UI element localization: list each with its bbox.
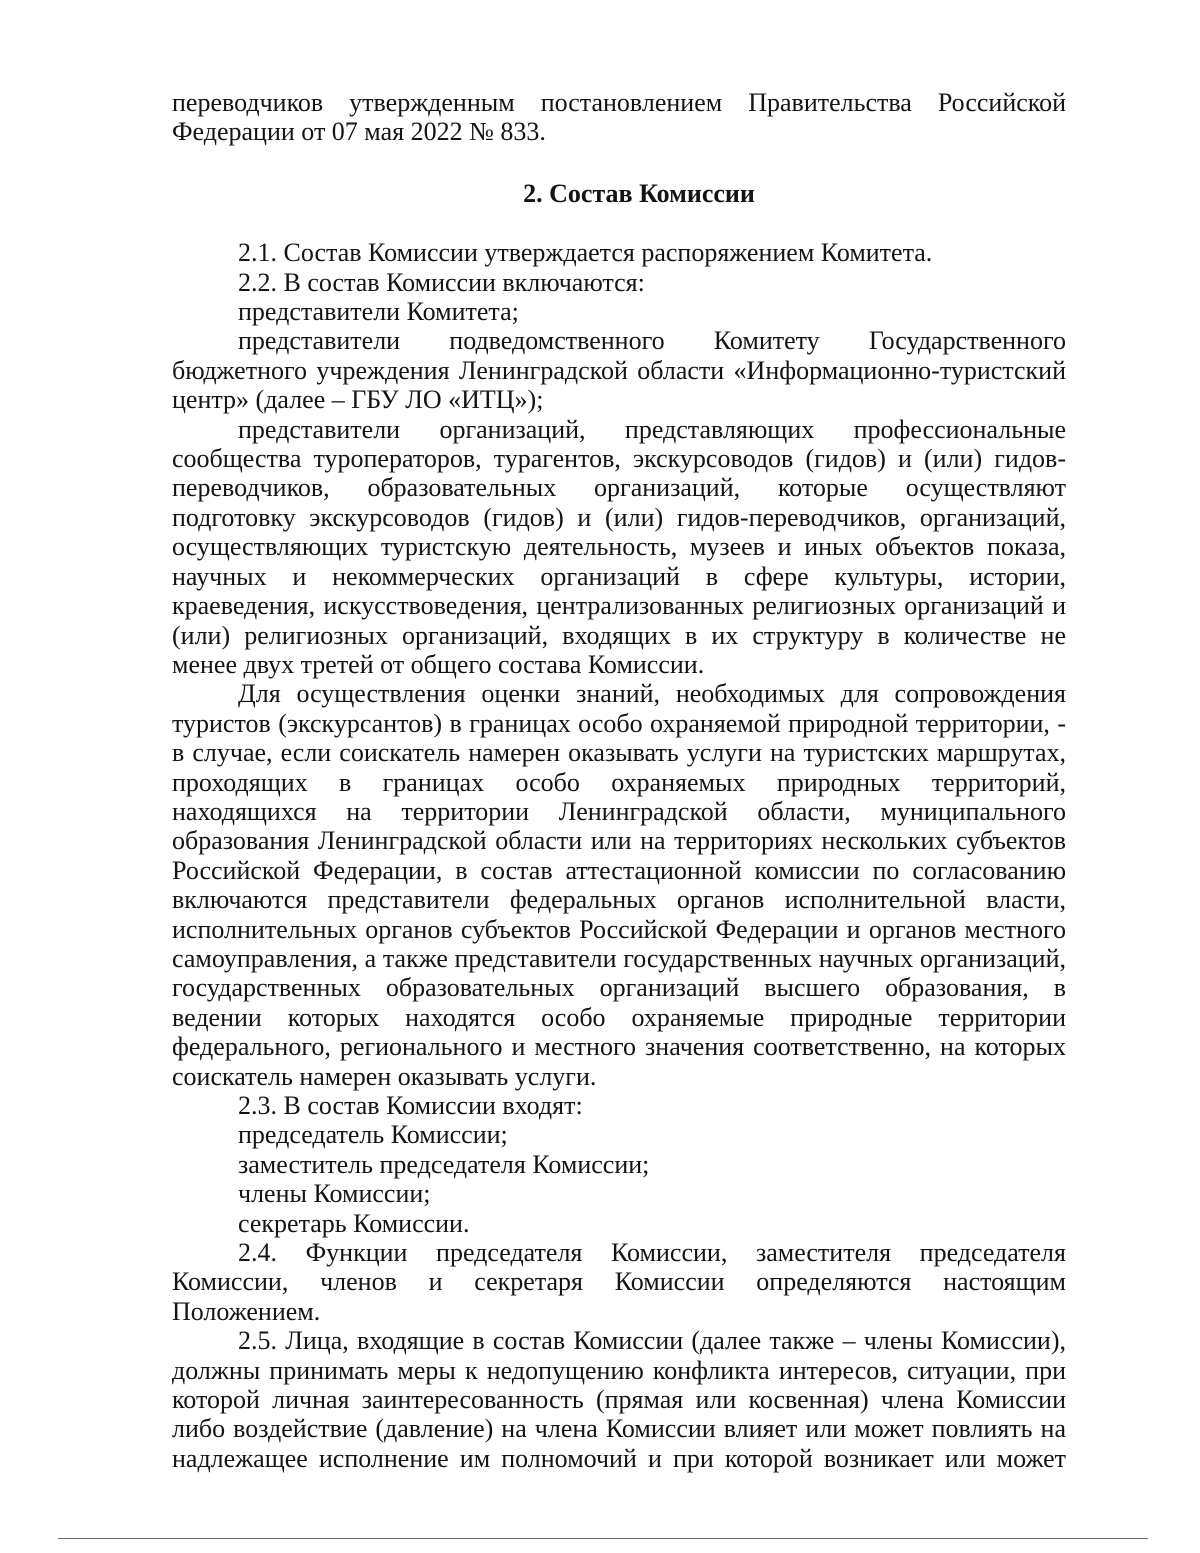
- list-item-organizations: представители организаций, представляющих профессиональные сообщества туроператоров, турагентов, экскурсоводов (гидов) и (или) гидов-переводчиков, образовательных организаций, которые осуществляют подготовку экскурсоводов (гидов) и (или) гидов-переводчиков, организаций, осуществляющих туристскую деятельность, музеев и иных объектов показа, научных и некоммерческих организаций в сфере культуры, истории, краеведения, искусствоведения, централизованных религиозных организаций и (или) религиозных организаций, входящих в их структуру в количестве не менее двух третей от общего состава Комиссии.: [172, 414, 1066, 679]
- list-item-secretary: секретарь Комиссии.: [238, 1208, 470, 1238]
- paragraph-2-1: 2.1. Состав Комиссии утверждается распоряжением Комитета.: [238, 238, 933, 268]
- intro-paragraph: переводчиков утвержденным постановлением Правительства Российской Федерации от 07 мая 2022 № 833.: [172, 88, 1066, 147]
- section-heading: 2. Состав Комиссии: [523, 178, 755, 208]
- page-bottom-rule: [58, 1538, 1148, 1539]
- paragraph-2-3: 2.3. В состав Комиссии входят:: [238, 1091, 583, 1120]
- paragraph-2-5: 2.5. Лица, входящие в состав Комиссии (далее также – члены Комиссии), должны принимать меры к недопущению конфликта интересов, ситуации, при которой личная заинтересованность (прямая или косвенная) члена Комиссии либо воздействие (давление) на члена Комиссии влияет или может повлиять на надлежащее исполнение им полномочий и при которой возникает или может: [172, 1326, 1066, 1473]
- list-item-deputy-chairman: заместитель председателя Комиссии;: [238, 1149, 650, 1179]
- list-item-chairman: председатель Комиссии;: [238, 1120, 508, 1150]
- paragraph-2-2: 2.2. В состав Комиссии включаются:: [238, 267, 645, 297]
- paragraph-2-4: 2.4. Функции председателя Комиссии, заместителя председателя Комиссии, членов и секретаря Комиссии определяются настоящим Положением.: [172, 1238, 1066, 1326]
- document-body: [172, 88, 1066, 1473]
- list-item-members: члены Комиссии;: [238, 1179, 431, 1209]
- paragraph-protected-territories: Для осуществления оценки знаний, необходимых для сопровождения туристов (экскурсантов) в границах особо охраняемой природной территории, - в случае, если соискатель намерен оказывать услуги на туристских маршрутах, проходящих в границах особо охраняемых природных территорий, находящихся на территории Ленинградской области, муниципального образования Ленинградской области или на территориях нескольких субъектов Российской Федерации, в состав аттестационной комиссии по согласованию включаются представители федеральных органов исполнительной власти, исполнительных органов субъектов Российской Федерации и органов местного самоуправления, а также представители государственных научных организаций, государственных образовательных организаций высшего образования, в ведении которых находятся особо охраняемые природные территории федерального, регионального и местного значения соответственно, на которых соискатель намерен оказывать услуги.: [172, 679, 1066, 1091]
- list-item-committee: представители Комитета;: [238, 297, 519, 327]
- list-item-gbu: представители подведомственного Комитету Государственного бюджетного учреждения Ленинградской области «Информационно-туристский центр» (далее – ГБУ ЛО «ИТЦ»);: [172, 326, 1066, 415]
